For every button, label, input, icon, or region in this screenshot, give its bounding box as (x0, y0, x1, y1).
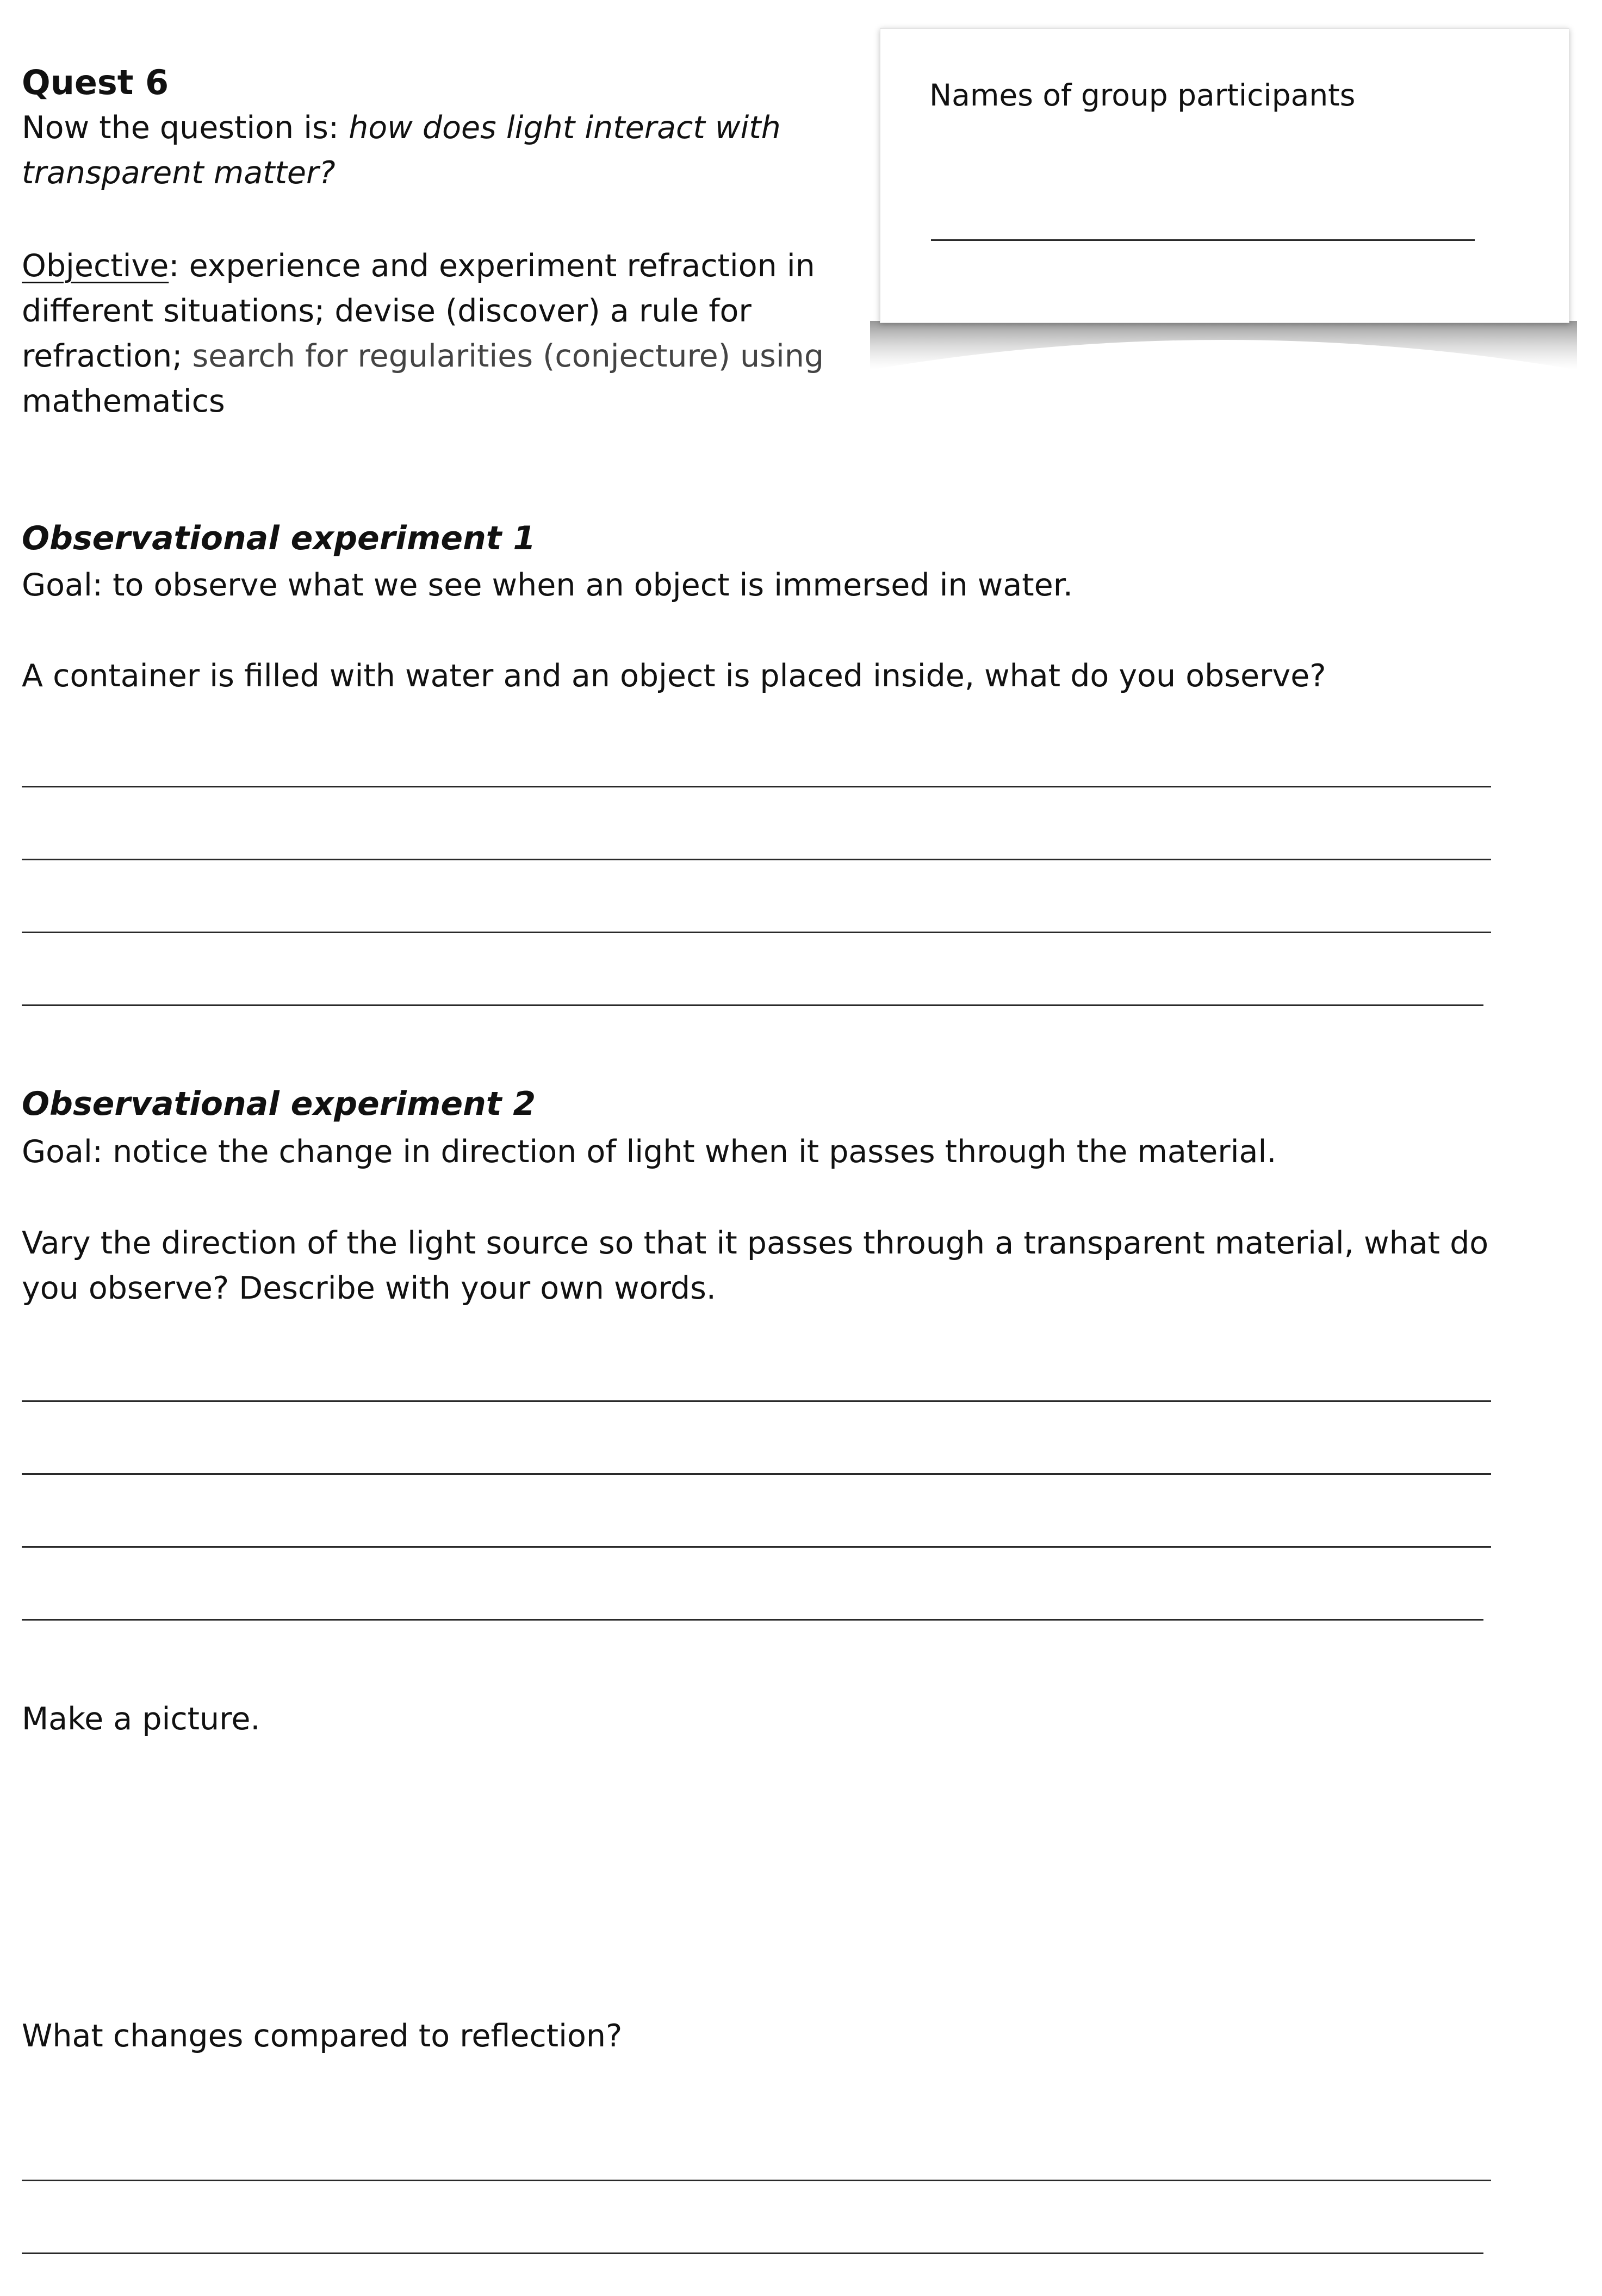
picture-area[interactable] (22, 1757, 1491, 1985)
objective-line-3 (22, 334, 824, 379)
experiment1-goal: Goal: to observe what we see when an object is immersed in water. (22, 567, 1073, 603)
experiment2-goal: Goal: notice the change in direction of light when it passes through the material. (22, 1134, 1277, 1170)
experiment1-heading: Observational experiment 1 (22, 519, 536, 557)
question-line-1 (22, 106, 781, 151)
answer-line[interactable] (22, 786, 1491, 787)
answer-line[interactable] (22, 1473, 1491, 1475)
question-italic-1: how does light interact with (349, 110, 781, 146)
answer-line[interactable] (22, 1400, 1491, 1402)
participants-name-line[interactable] (931, 239, 1475, 241)
objective-line-1 (22, 244, 815, 289)
answer-line[interactable] (22, 1004, 1483, 1006)
answer-line[interactable] (22, 859, 1491, 860)
answer-line[interactable] (22, 932, 1491, 933)
question-prefix: Now the question is: (22, 110, 349, 146)
experiment2-prompt-line-2: you observe? Describe with your own words. (22, 1270, 716, 1306)
objective-text-3a: refraction; (22, 338, 193, 374)
answer-line[interactable] (22, 1619, 1483, 1621)
participants-label: Names of group participants (929, 78, 1356, 113)
comparison-prompt: What changes compared to reflection? (22, 2018, 623, 2054)
experiment1-prompt: A container is filled with water and an object is placed inside, what do you observe? (22, 658, 1326, 694)
question-italic-2: transparent matter? (22, 155, 336, 191)
answer-line[interactable] (22, 2252, 1483, 2254)
experiment2-prompt-line-1: Vary the direction of the light source so that it passes through a transparent material, what do (22, 1225, 1489, 1261)
participants-card (880, 28, 1569, 323)
quest-title: Quest 6 (22, 63, 169, 102)
objective-line-4: mathematics (22, 383, 225, 419)
objective-line-2: different situations; devise (discover) a rule for (22, 293, 752, 329)
picture-prompt: Make a picture. (22, 1701, 260, 1737)
objective-text-3b: search for regularities (conjecture) using (192, 338, 824, 374)
question-line-2 (22, 151, 336, 196)
objective-label: Objective (22, 248, 169, 284)
answer-line[interactable] (22, 2180, 1491, 2181)
answer-line[interactable] (22, 1546, 1491, 1548)
objective-text-1: : experience and experiment refraction in (169, 248, 815, 284)
experiment2-heading: Observational experiment 2 (22, 1085, 536, 1123)
